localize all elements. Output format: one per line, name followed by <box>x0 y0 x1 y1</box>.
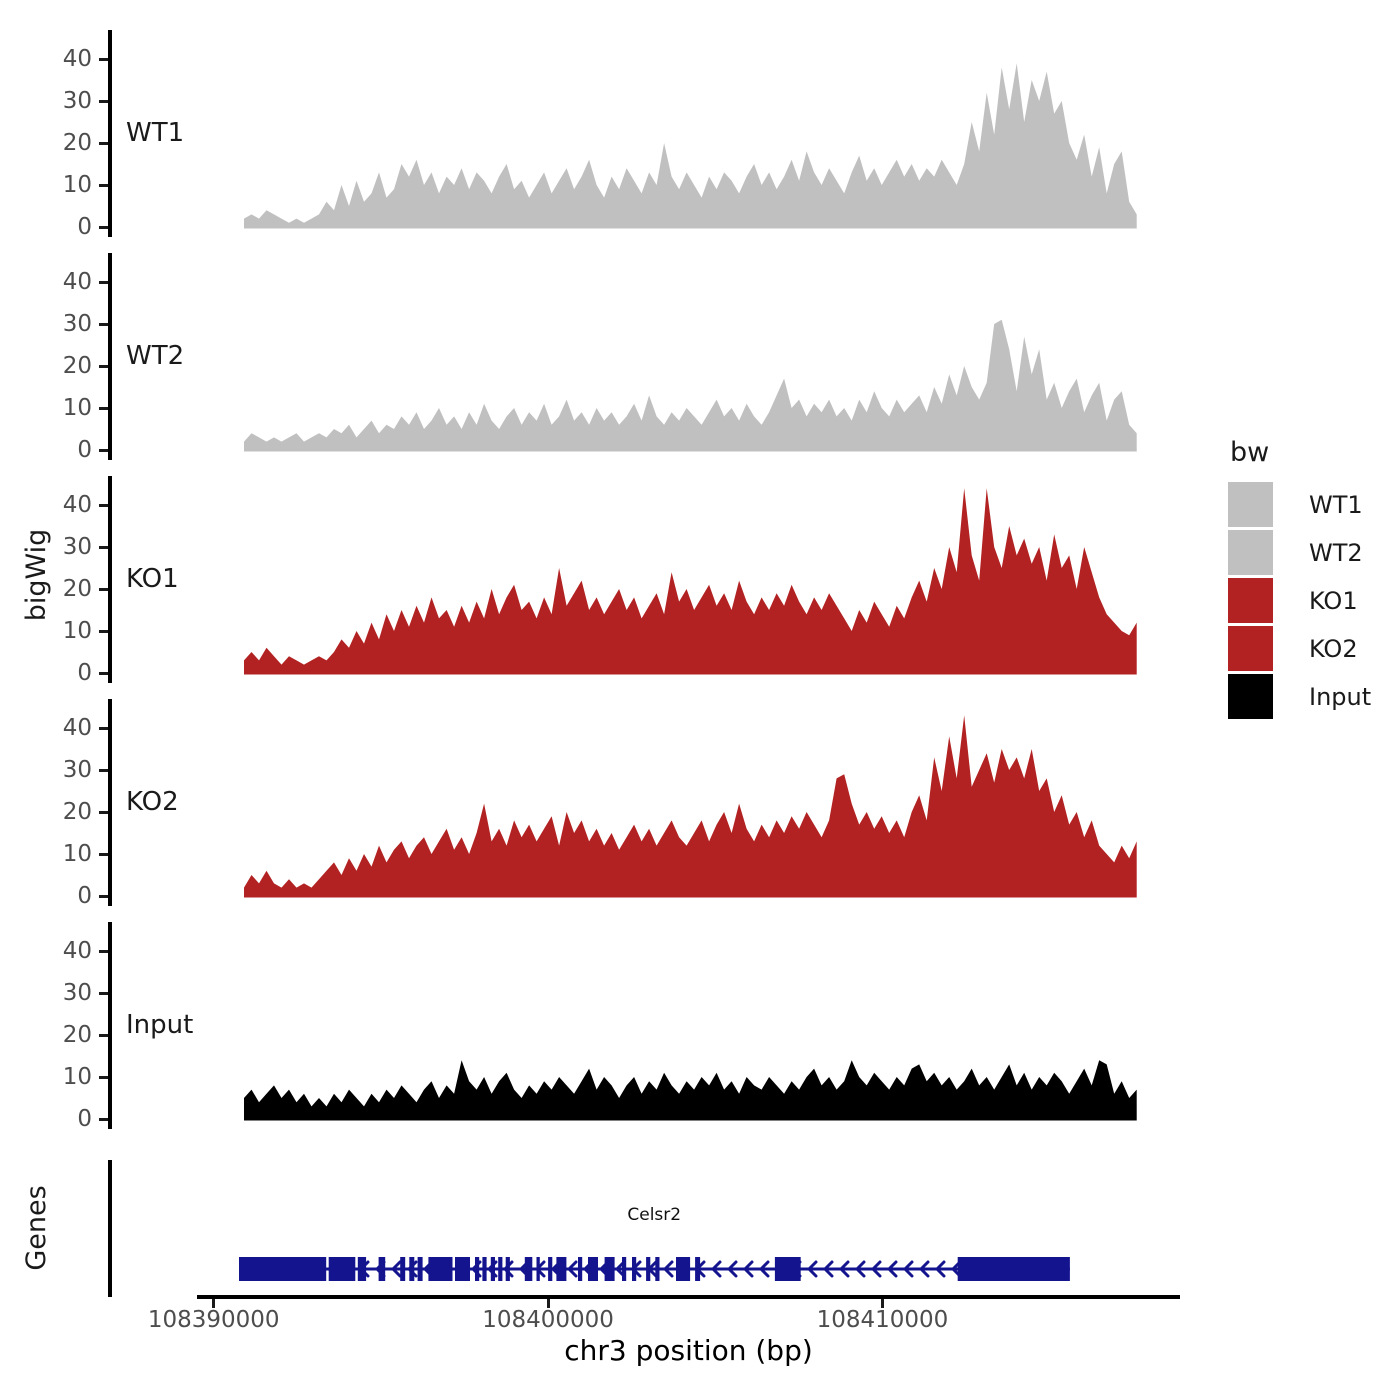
y-tick-label: 10 <box>62 1064 92 1090</box>
y-tick-mark <box>99 365 108 368</box>
y-tick-mark <box>99 950 108 953</box>
y-tick-mark <box>99 281 108 284</box>
x-axis-title: chr3 position (bp) <box>564 1334 813 1367</box>
y-tick-label: 30 <box>62 980 92 1006</box>
y-tick-mark <box>99 727 108 730</box>
legend-entry-wt1 <box>1228 482 1371 527</box>
y-tick-label: 20 <box>62 130 92 156</box>
y-tick-mark <box>99 142 108 145</box>
legend-label: WT2 <box>1309 538 1363 567</box>
y-tick-mark <box>99 630 108 633</box>
legend-label: Input <box>1309 682 1372 711</box>
y-tick-mark <box>99 811 108 814</box>
legend-swatch <box>1228 578 1273 623</box>
y-tick-label: 10 <box>62 172 92 198</box>
y-tick-mark <box>99 992 108 995</box>
y-tick-label: 30 <box>62 534 92 560</box>
y-tick-label: 0 <box>77 1106 92 1132</box>
y-tick-mark <box>99 407 108 410</box>
x-axis-line <box>197 1295 1180 1299</box>
y-tick-label: 40 <box>62 46 92 72</box>
y-tick-label: 10 <box>62 841 92 867</box>
track-label: KO1 <box>126 564 179 594</box>
gene-name-label: Celsr2 <box>627 1205 682 1225</box>
y-tick-label: 0 <box>77 437 92 463</box>
genes-axis-line <box>108 1160 112 1297</box>
coverage-area-chart <box>244 262 1137 452</box>
y-tick-label: 40 <box>62 938 92 964</box>
y-tick-label: 30 <box>62 311 92 337</box>
legend-swatch <box>1228 674 1273 719</box>
y-axis-line <box>108 253 112 460</box>
y-tick-mark <box>99 672 108 675</box>
coverage-area-chart <box>244 485 1137 675</box>
y-tick-label: 40 <box>62 269 92 295</box>
gene-model <box>239 1253 1070 1285</box>
track-label: WT2 <box>126 341 185 371</box>
legend-swatch <box>1228 482 1273 527</box>
legend-entry-ko1 <box>1228 578 1371 623</box>
legend-label: WT1 <box>1309 490 1363 519</box>
y-axis-line <box>108 30 112 237</box>
y-tick-mark <box>99 58 108 61</box>
y-tick-label: 10 <box>62 395 92 421</box>
legend-title: bw <box>1230 437 1270 468</box>
legend-label: KO1 <box>1309 586 1358 615</box>
y-tick-mark <box>99 546 108 549</box>
coverage-track-panel-wt2 <box>0 253 1220 478</box>
track-label: Input <box>126 1010 194 1040</box>
track-label: KO2 <box>126 787 179 817</box>
y-tick-mark <box>99 853 108 856</box>
y-tick-mark <box>99 184 108 187</box>
y-tick-label: 30 <box>62 88 92 114</box>
legend-swatch <box>1228 530 1273 575</box>
y-axis-title-bigwig: bigWig <box>21 528 52 622</box>
coverage-track-panel-wt1 <box>0 30 1220 255</box>
y-tick-label: 40 <box>62 715 92 741</box>
y-tick-label: 0 <box>77 660 92 686</box>
y-tick-label: 20 <box>62 353 92 379</box>
x-tick-label: 108410000 <box>816 1307 949 1333</box>
y-tick-label: 10 <box>62 618 92 644</box>
genes-track-panel <box>0 1160 1220 1305</box>
legend-entries <box>1228 482 1371 719</box>
coverage-area-chart <box>244 39 1137 229</box>
y-axis-line <box>108 922 112 1129</box>
y-tick-mark <box>99 100 108 103</box>
y-tick-mark <box>99 1076 108 1079</box>
legend-label: KO2 <box>1309 634 1358 663</box>
y-tick-label: 0 <box>77 883 92 909</box>
y-tick-label: 20 <box>62 576 92 602</box>
y-tick-label: 40 <box>62 492 92 518</box>
coverage-track-panel-ko2 <box>0 699 1220 924</box>
y-axis-line <box>108 699 112 906</box>
y-tick-label: 30 <box>62 757 92 783</box>
coverage-area-chart <box>244 931 1137 1121</box>
y-tick-label: 0 <box>77 214 92 240</box>
track-label: WT1 <box>126 118 185 148</box>
x-tick-label: 108400000 <box>482 1307 614 1333</box>
y-tick-label: 20 <box>62 1022 92 1048</box>
y-tick-mark <box>99 226 108 229</box>
coverage-track-panel-ko1 <box>0 476 1220 701</box>
legend-entry-input <box>1228 674 1371 719</box>
coverage-area-chart <box>244 708 1137 898</box>
y-tick-mark <box>99 1034 108 1037</box>
legend-swatch <box>1228 626 1273 671</box>
legend <box>1228 437 1371 722</box>
legend-entry-wt2 <box>1228 530 1371 575</box>
y-tick-mark <box>99 895 108 898</box>
y-tick-mark <box>99 769 108 772</box>
y-tick-mark <box>99 504 108 507</box>
y-tick-mark <box>99 1118 108 1121</box>
coverage-track-panel-input <box>0 922 1220 1147</box>
y-tick-label: 20 <box>62 799 92 825</box>
y-tick-mark <box>99 449 108 452</box>
x-tick-label: 108390000 <box>147 1307 280 1333</box>
legend-entry-ko2 <box>1228 626 1371 671</box>
y-tick-mark <box>99 323 108 326</box>
y-axis-line <box>108 476 112 683</box>
y-axis-title-genes: Genes <box>21 1185 52 1271</box>
y-tick-mark <box>99 588 108 591</box>
